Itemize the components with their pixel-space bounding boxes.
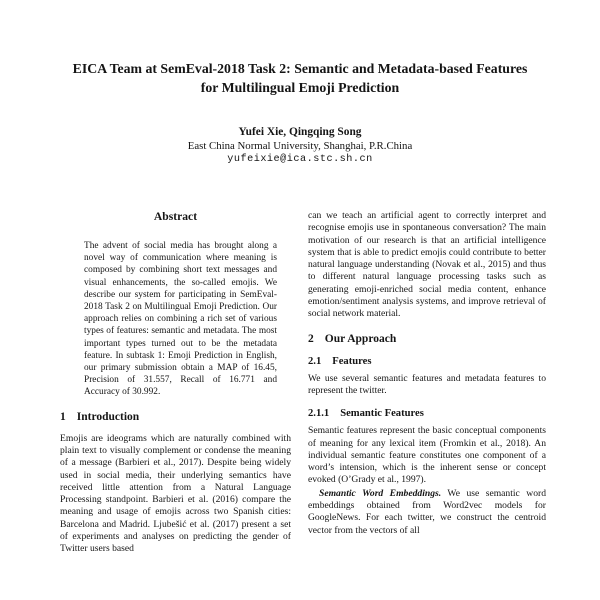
section-heading-introduction xyxy=(60,411,291,423)
word-embeddings-lead: Semantic Word Embeddings. xyxy=(319,487,442,499)
right-top-paragraph: can we teach an artificial agent to correctly interpret and recognise emojis use in spontaneous conversation? The main motivation of our research is that an artificial intelligence system that is able to predict emojis could contribute to better natural language understanding (Novak et al., 2015) and thus to different natural language processing tasks such as generating emoji-enriched social media content, enhance emotion/sentiment analysis systems, and improve retrieval of social network material. xyxy=(308,210,546,320)
section-title: Introduction xyxy=(76,410,140,423)
section-heading-features xyxy=(308,356,546,367)
left-column xyxy=(60,210,291,556)
affiliation-line: East China Normal University, Shanghai, P.R.China xyxy=(187,140,413,152)
section-number: 2.1.1 xyxy=(308,408,330,420)
word-embeddings-paragraph xyxy=(308,488,546,537)
semantic-features-paragraph: Semantic features represent the basic conceptual components of meaning for any lexical item (Fromkin et al., 2018). An individual semantic feature constitutes one component of a word’s intension, which is the inherent sense or concept evoked (O’Grady et al., 1997). xyxy=(308,425,546,486)
right-column xyxy=(308,210,546,537)
section-title: Semantic Features xyxy=(340,408,424,420)
section-number: 1 xyxy=(60,410,66,423)
section-number: 2 xyxy=(308,332,314,345)
section-title: Our Approach xyxy=(324,332,397,345)
abstract-heading: Abstract xyxy=(153,210,198,223)
paper-title: EICA Team at SemEval-2018 Task 2: Semantic and Metadata-based Features for Multilingual Emoji Prediction xyxy=(72,61,528,95)
section-heading-approach xyxy=(308,333,546,345)
section-heading-semantic-features xyxy=(308,408,546,419)
features-paragraph: We use several semantic features and metadata features to represent the twitter. xyxy=(308,372,546,396)
intro-paragraph: Emojis are ideograms which are naturally combined with plain text to visually complement or condense the meaning of a message (Barbieri et al., 2017). Despite being widely used in social media, their underlying semantics have received little attention from a Natural Language Processing standpoint. Barbieri et al. (2016) compare the meaning and usage of emojis across two Spanish cities: Barcelona and Madrid. Ljubešić et al. (2017) present a set of experiments and analyses on predicting the gender of Twitter users based xyxy=(60,432,291,555)
authors-line: Yufei Xie, Qingqing Song xyxy=(238,126,362,138)
section-number: 2.1 xyxy=(308,355,322,367)
email-line: yufeixie@ica.stc.sh.cn xyxy=(227,154,373,165)
word-embeddings-text: We use semantic word embeddings obtained from Word2vec models for GoogleNews. For each twitter, we construct the centroid vector from the vectors of all xyxy=(308,487,546,536)
abstract-body: The advent of social media has brought along a novel way of communication where meaning is composed by combining short text messages and visual enhancements, the so-called emojis. We describe our system for participating in SemEval-2018 Task 2 on Multilingual Emoji Prediction. Our approach relies on combining a rich set of various types of features: semantic and metadata. The most important types turned out to be the metadata feature. In subtask 1: Emoji Prediction in English, our primary submission obtain a MAP of 16.45, Precision of 31.557, Recall of 16.771 and Accuracy of 30.992. xyxy=(84,241,277,398)
section-title: Features xyxy=(332,355,372,367)
